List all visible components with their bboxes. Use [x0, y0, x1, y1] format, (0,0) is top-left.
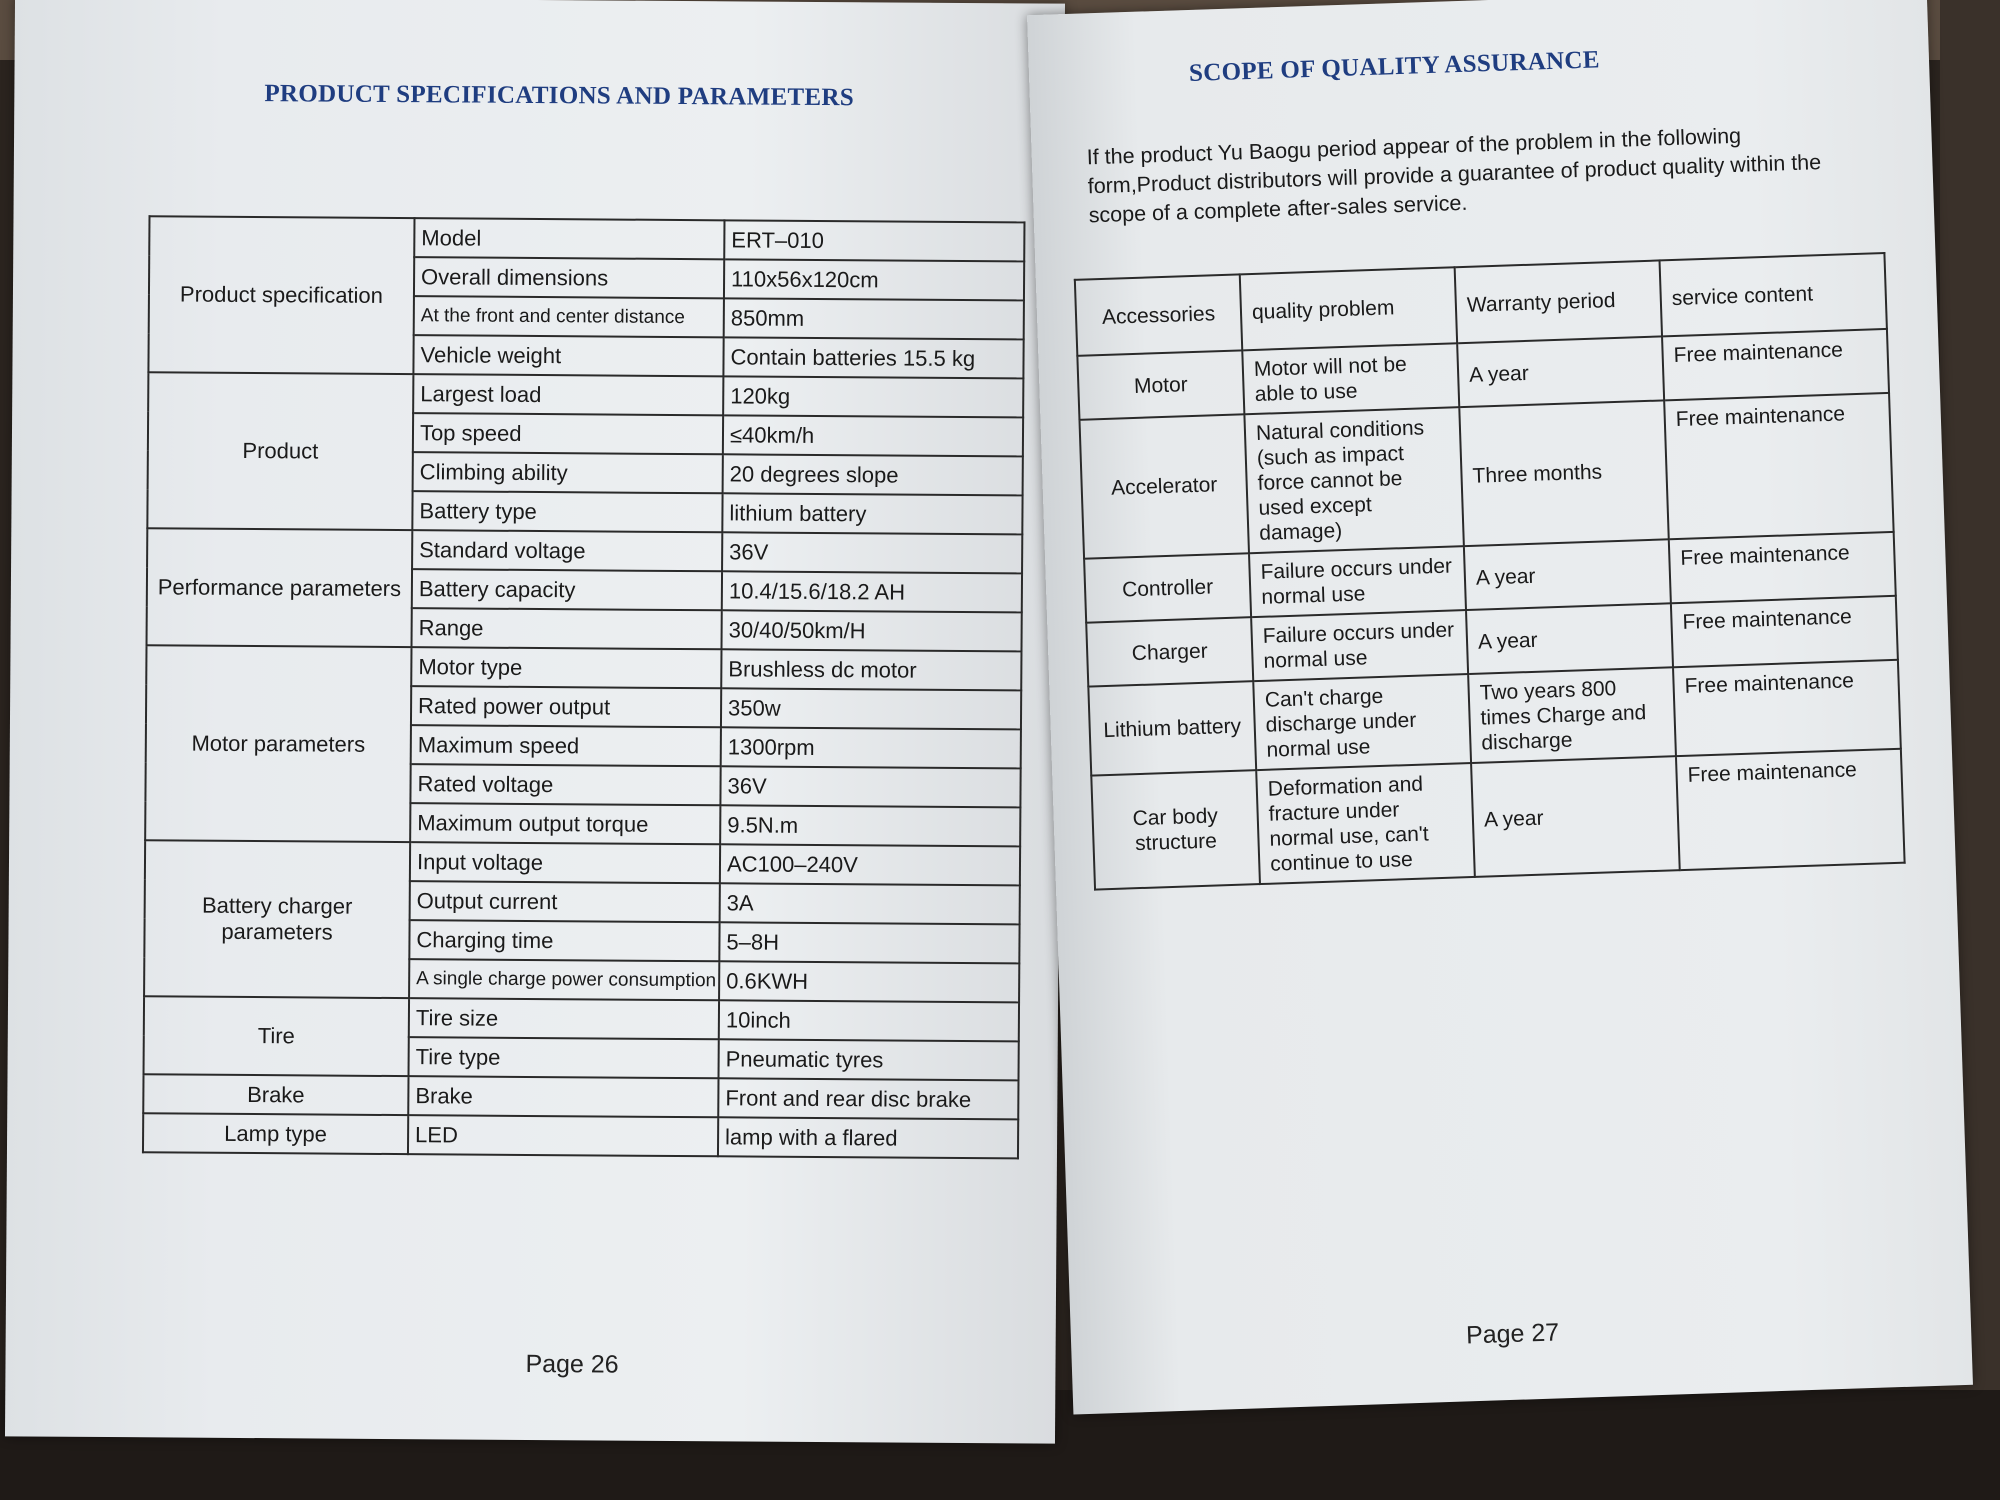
spec-value: 3A — [720, 883, 1020, 924]
spec-group-label: Battery charger parameters — [144, 840, 410, 998]
spec-table-body — [143, 216, 1025, 1158]
table-row — [1079, 393, 1893, 559]
spec-label: Climbing ability — [413, 452, 723, 493]
accessory-cell: Charger — [1086, 617, 1253, 686]
spec-label: Overall dimensions — [414, 257, 724, 298]
table-row — [147, 528, 1022, 573]
problem-cell: Failure occurs under normal use — [1249, 546, 1466, 617]
spec-group-label: Performance parameters — [147, 528, 413, 647]
spec-value: Front and rear disc brake — [718, 1078, 1018, 1119]
spec-value: 350w — [721, 688, 1021, 729]
accessory-cell: Lithium battery — [1088, 681, 1256, 775]
spec-table — [142, 215, 1026, 1159]
spec-label: Brake — [408, 1076, 718, 1117]
spec-value: 9.5N.m — [720, 805, 1020, 846]
period-cell: A year — [1471, 756, 1680, 877]
spec-label: Standard voltage — [412, 530, 722, 571]
spec-label: Motor type — [411, 647, 721, 688]
spec-label: Tire size — [409, 998, 719, 1039]
spec-value: Contain batteries 15.5 kg — [723, 337, 1023, 378]
spec-value: 0.6KWH — [719, 961, 1019, 1002]
spec-label: Rated power output — [411, 686, 721, 727]
spec-group-label: Product specification — [148, 216, 414, 374]
warranty-intro: If the product Yu Baogu period appear of the problem in the following form,Product distributors will provide a guarantee of product quality within the scope of a complete after-sales service. — [1086, 123, 1822, 228]
accessory-cell: Motor — [1077, 350, 1244, 419]
spec-label: Battery capacity — [412, 569, 722, 610]
warranty-table — [1074, 252, 1906, 891]
spec-label: Top speed — [413, 413, 723, 454]
service-cell: Free maintenance — [1671, 596, 1898, 667]
service-cell: Free maintenance — [1662, 329, 1889, 400]
spec-value: lamp with a flared — [718, 1117, 1018, 1158]
spec-label: Model — [414, 218, 724, 259]
page-number: Page 26 — [525, 1349, 619, 1379]
period-cell: Two years 800 times Charge and discharge — [1468, 667, 1676, 763]
warranty-heading: SCOPE OF QUALITY ASSURANCE — [1188, 46, 1601, 87]
spec-value: 850mm — [724, 298, 1024, 339]
spec-value: 10inch — [719, 1000, 1019, 1041]
spec-value: 36V — [722, 532, 1022, 573]
spec-label: Tire type — [409, 1037, 719, 1078]
spec-value: Brushless dc motor — [721, 649, 1021, 690]
table-row — [148, 372, 1023, 417]
period-cell: Three months — [1459, 400, 1668, 546]
table-row — [143, 1113, 1018, 1158]
period-cell: A year — [1466, 603, 1673, 674]
spec-value: 110x56x120cm — [724, 259, 1024, 300]
spec-value: 5–8H — [719, 922, 1019, 963]
service-cell: Free maintenance — [1676, 749, 1905, 870]
table-row — [144, 996, 1019, 1041]
spec-label: LED — [408, 1115, 718, 1156]
spec-label: At the front and center distance — [414, 296, 724, 337]
spec-value: Pneumatic tyres — [719, 1039, 1019, 1080]
column-header: Warranty period — [1455, 260, 1662, 343]
spec-label: Maximum speed — [411, 725, 721, 766]
accessory-cell: Controller — [1084, 553, 1251, 622]
spec-value: 10.4/15.6/18.2 AH — [722, 571, 1022, 612]
spec-group-label: Brake — [143, 1074, 408, 1115]
spec-value: ERT–010 — [724, 220, 1024, 261]
spec-value: 1300rpm — [721, 727, 1021, 768]
problem-cell: Deformation and fracture under normal use, can't continue to use — [1256, 763, 1475, 884]
spec-label: Output current — [410, 881, 720, 922]
column-header: service content — [1660, 253, 1887, 336]
problem-cell: Motor will not be able to use — [1242, 343, 1459, 414]
spec-label: Maximum output torque — [410, 803, 720, 844]
spec-label: Rated voltage — [410, 764, 720, 805]
table-row — [145, 840, 1020, 885]
spec-value: 30/40/50km/H — [721, 610, 1021, 651]
table-row — [146, 645, 1021, 690]
spec-value: ≤40km/h — [723, 415, 1023, 456]
spec-value: 20 degrees slope — [723, 454, 1023, 495]
column-header: Accessories — [1075, 274, 1242, 355]
spec-label: Battery type — [412, 491, 722, 532]
spec-label: Range — [412, 608, 722, 649]
spec-group-label: Tire — [144, 996, 410, 1076]
table-row — [143, 1074, 1018, 1119]
problem-cell: Natural conditions (such as impact force cannot be used except damage) — [1244, 407, 1463, 553]
column-header: quality problem — [1240, 267, 1457, 350]
service-cell: Free maintenance — [1673, 660, 1901, 756]
warranty-table-body — [1075, 253, 1905, 890]
spec-group-label: Lamp type — [143, 1113, 408, 1154]
page-number: Page 27 — [1465, 1318, 1560, 1350]
spec-label: Input voltage — [410, 842, 720, 883]
spec-heading: PRODUCT SPECIFICATIONS AND PARAMETERS — [264, 80, 855, 112]
problem-cell: Can't charge discharge under normal use — [1253, 674, 1471, 770]
spec-value: AC100–240V — [720, 844, 1020, 885]
spec-value: 36V — [720, 766, 1020, 807]
spec-label: Charging time — [409, 920, 719, 961]
spec-label: A single charge power consumption — [409, 959, 719, 1000]
table-row — [149, 216, 1024, 261]
service-cell: Free maintenance — [1669, 532, 1896, 603]
spec-group-label: Motor parameters — [145, 645, 411, 842]
problem-cell: Failure occurs under normal use — [1251, 610, 1468, 681]
accessory-cell: Accelerator — [1079, 414, 1249, 558]
spec-label: Vehicle weight — [413, 335, 723, 376]
spec-group-label: Product — [147, 372, 413, 530]
spec-value: lithium battery — [722, 493, 1022, 534]
right-page — [1027, 0, 1973, 1415]
left-page — [5, 0, 1065, 1444]
period-cell: A year — [1457, 336, 1664, 407]
period-cell: A year — [1464, 539, 1671, 610]
spec-value: 120kg — [723, 376, 1023, 417]
accessory-cell: Car body structure — [1091, 770, 1260, 889]
spec-label: Largest load — [413, 374, 723, 415]
service-cell: Free maintenance — [1664, 393, 1893, 539]
